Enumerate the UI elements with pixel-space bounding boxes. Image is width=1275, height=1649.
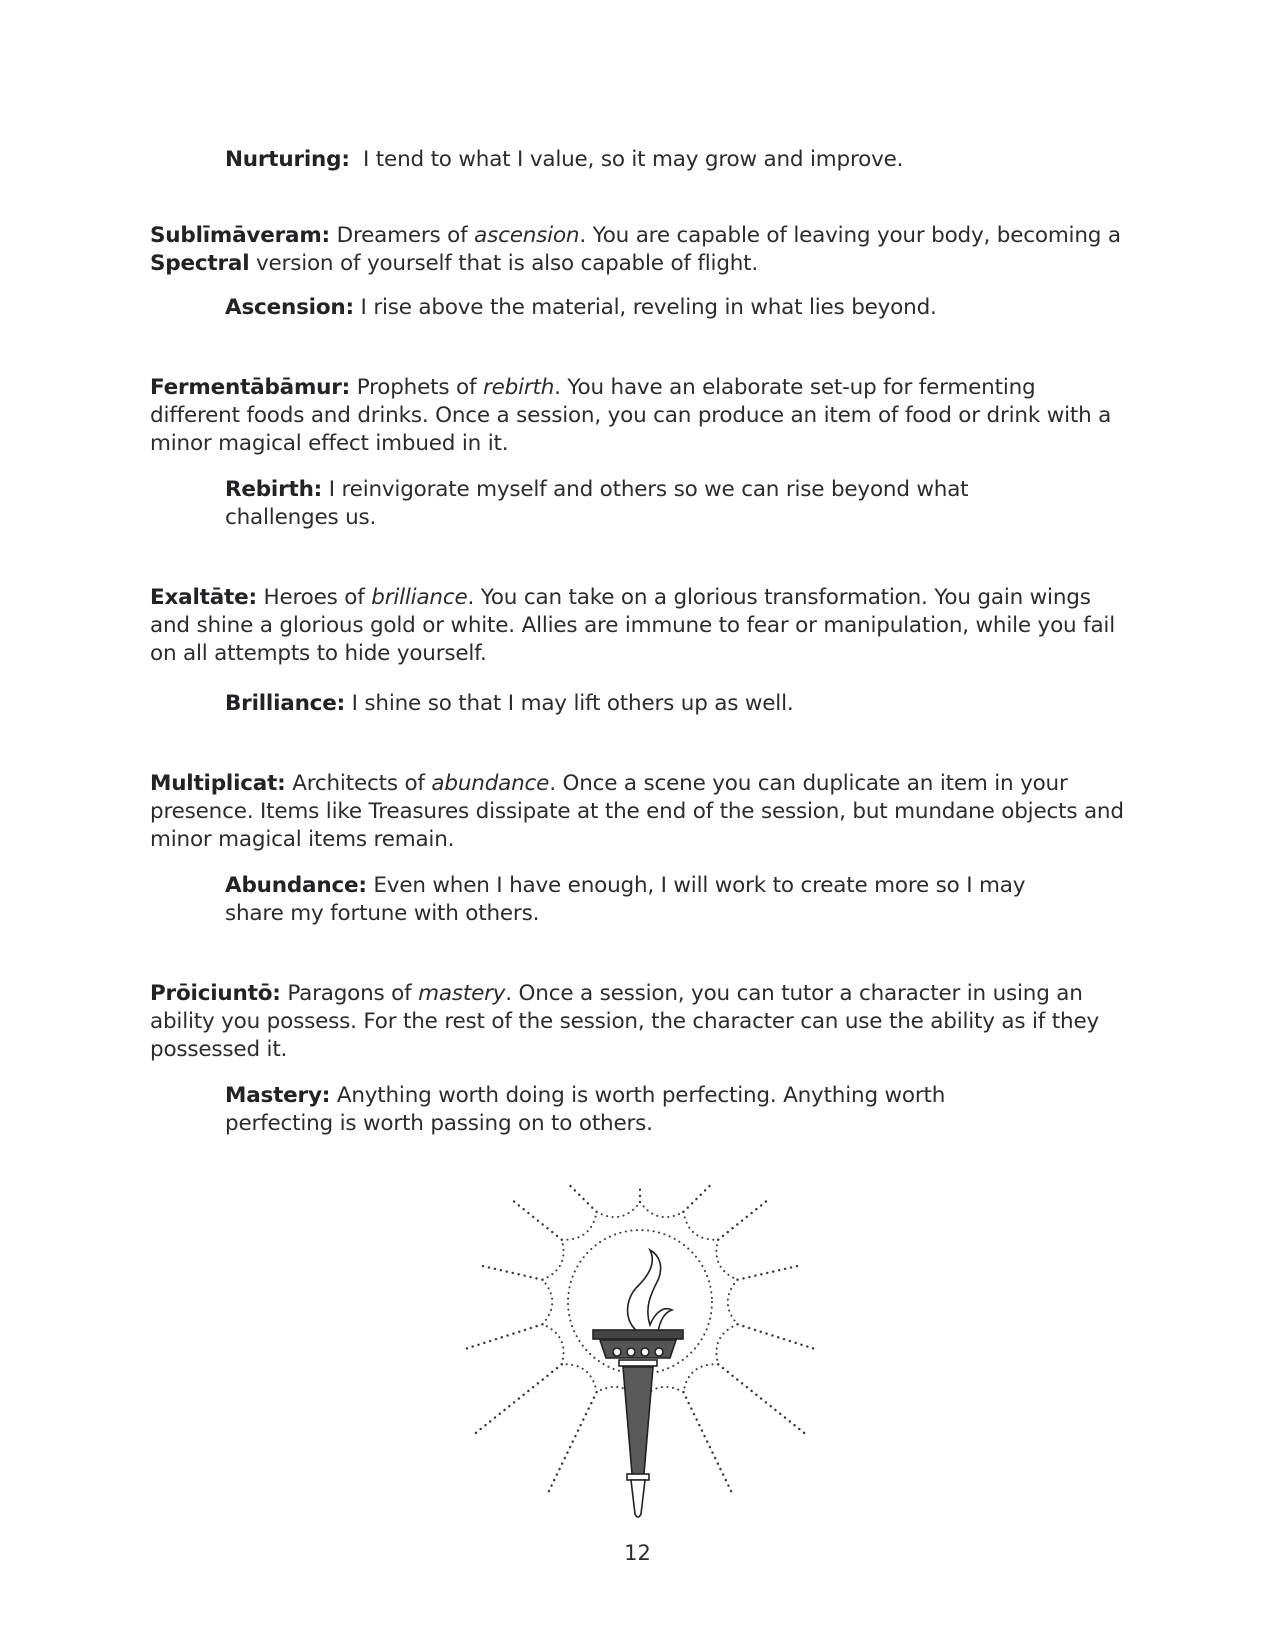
order-virtue: ascension xyxy=(474,223,580,248)
torch-collar xyxy=(619,1360,657,1366)
torch-handle xyxy=(623,1367,653,1474)
order-text-b: version of yourself that is also capable of flight. xyxy=(249,251,759,276)
order-text: . You can take on a glorious transformation. You gain wings and shine a glorious gold or white. Allies are immune to fear or manipulation, while you fail on all attempts to hide yourself. xyxy=(150,585,1115,666)
order-term: Fermentābāmur: xyxy=(150,375,351,400)
page-number: 12 xyxy=(624,1541,651,1565)
sun-ray xyxy=(466,1324,543,1348)
motto-term: Nurturing: xyxy=(225,147,350,172)
torch-bowl-rim xyxy=(593,1330,683,1339)
order-sublimaveram xyxy=(150,222,1130,278)
motto-text: I reinvigorate myself and others so we can rise beyond what challenges us. xyxy=(225,477,969,530)
flame-icon xyxy=(628,1250,672,1332)
sun-ray xyxy=(479,1265,542,1279)
order-multiplicat xyxy=(150,770,1130,854)
motto-rebirth xyxy=(225,476,1025,532)
order-term: Exaltāte: xyxy=(150,585,257,610)
torch-handle-ring xyxy=(627,1474,649,1480)
order-proiciunto xyxy=(150,980,1130,1064)
motto-nurturing xyxy=(225,146,1105,174)
order-pre: Heroes of xyxy=(256,585,372,610)
order-virtue: mastery xyxy=(418,981,506,1006)
motto-text: I tend to what I value, so it may grow and improve. xyxy=(349,147,904,172)
order-text: . Once a scene you can duplicate an item in your presence. Items like Treasures dissipate at the end of the session, but mundane objects and minor magical items remain. xyxy=(150,771,1124,852)
motto-term: Brilliance: xyxy=(225,691,346,716)
sun-ray xyxy=(511,1199,562,1240)
motto-term: Abundance: xyxy=(225,873,367,898)
motto-abundance xyxy=(225,872,1075,928)
order-term: Multiplicat: xyxy=(150,771,286,796)
sun-ray xyxy=(683,1392,731,1491)
order-text: . You are capable of leaving your body, becoming a xyxy=(579,223,1121,248)
motto-text: I rise above the material, reveling in what lies beyond. xyxy=(353,295,937,320)
order-text: . You have an elaborate set-up for fermenting different foods and drinks. Once a session, you can produce an item of food or drink with a minor magical effect imbued in it. xyxy=(150,375,1112,456)
order-text: . Once a session, you can tutor a character in using an ability you possess. For the rest of the session, the character can use the ability as if they possessed it. xyxy=(150,981,1100,1062)
order-virtue: abundance xyxy=(431,771,550,796)
motto-text: I shine so that I may lift others up as well. xyxy=(345,691,794,716)
sun-ray xyxy=(738,1324,815,1348)
motto-term: Mastery: xyxy=(225,1083,331,1108)
motto-text: Anything worth doing is worth perfecting. Anything worth perfecting is worth passing on to others. xyxy=(225,1083,946,1136)
motto-term: Rebirth: xyxy=(225,477,323,502)
torch-bowl xyxy=(600,1340,676,1358)
sun-ray xyxy=(549,1392,597,1491)
sun-ray xyxy=(718,1199,769,1240)
motto-ascension xyxy=(225,294,1105,322)
order-term: Prōiciuntō: xyxy=(150,981,281,1006)
order-fermentabamur xyxy=(150,374,1130,458)
order-virtue: brilliance xyxy=(371,585,468,610)
torch-icon xyxy=(593,1250,683,1517)
sun-ray xyxy=(568,1184,596,1212)
sun-ray xyxy=(683,1184,711,1212)
spectral-keyword: Spectral xyxy=(150,251,250,276)
order-pre: Dreamers of xyxy=(329,223,475,248)
motto-term: Ascension: xyxy=(225,295,354,320)
motto-mastery xyxy=(225,1082,1015,1138)
order-pre: Prophets of xyxy=(350,375,483,400)
sun-ray xyxy=(718,1364,804,1433)
order-pre: Architects of xyxy=(285,771,432,796)
sun-ray xyxy=(738,1265,801,1279)
order-virtue: rebirth xyxy=(482,375,555,400)
order-pre: Paragons of xyxy=(280,981,419,1006)
motto-text: Even when I have enough, I will work to create more so I may share my fortune with others. xyxy=(225,873,1026,926)
torch-with-radiant-sun-icon xyxy=(460,1180,820,1525)
torch-handle-tip xyxy=(631,1480,645,1517)
order-term: Sublīmāveram: xyxy=(150,223,330,248)
order-exaltate xyxy=(150,584,1130,668)
sun-ray xyxy=(476,1364,562,1433)
motto-brilliance xyxy=(225,690,1105,718)
